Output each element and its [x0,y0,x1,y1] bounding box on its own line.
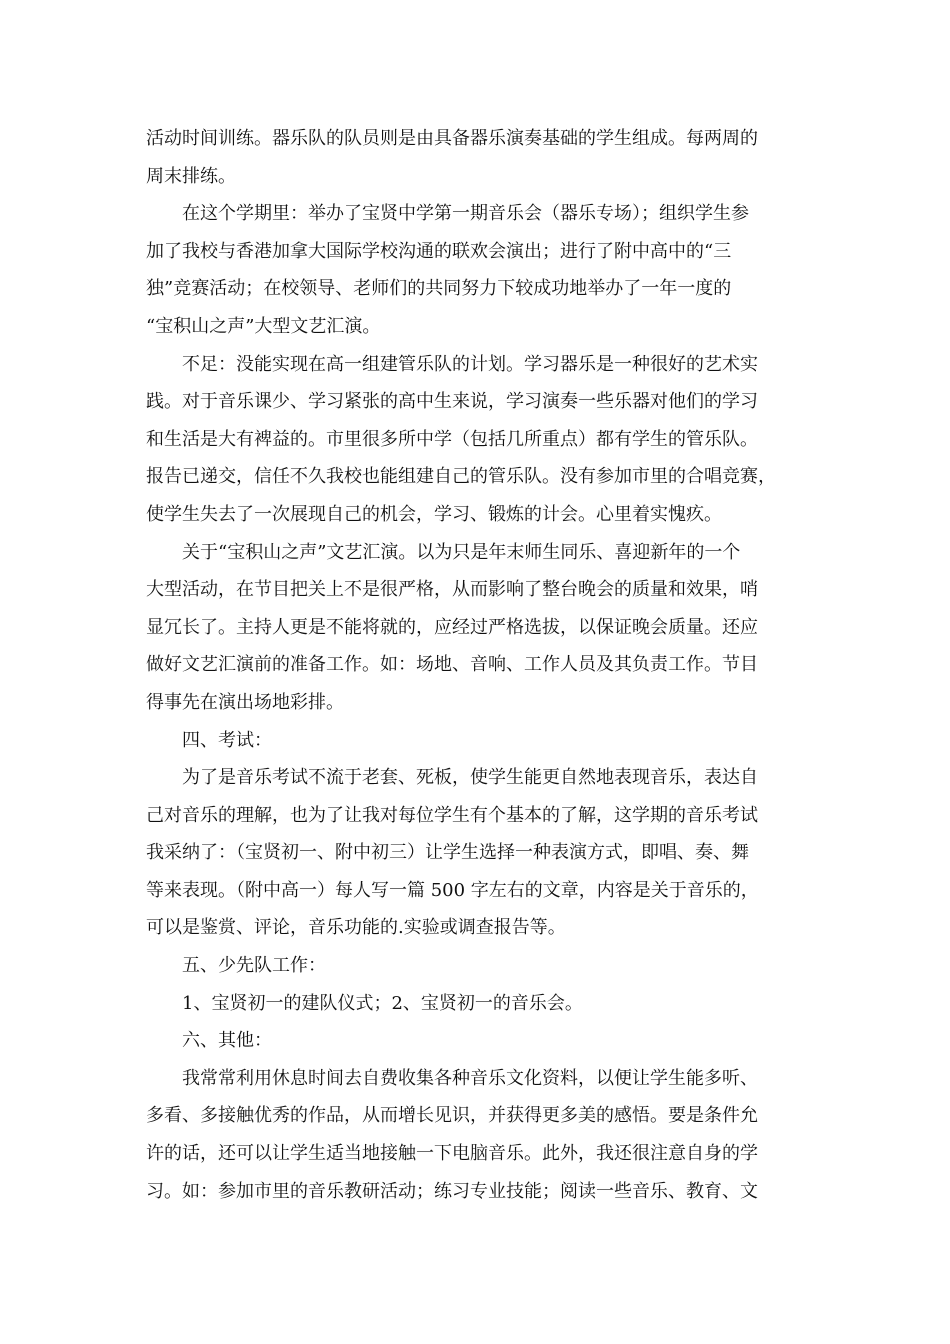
text-line: 做好文艺汇演前的准备工作。如：场地、音响、工作人员及其负责工作。节目 [146,654,758,676]
text-line: 加了我校与香港加拿大国际学校沟通的联欢会演出；进行了附中高中的“三 [146,240,732,262]
text-line: 得事先在演出场地彩排。 [146,691,344,713]
text-line: 独”竞赛活动；在校领导、老师们的共同努力下较成功地举办了一年一度的 [146,278,732,300]
section-heading: 四、考试： [146,729,272,751]
text-line: 周末排练。 [146,165,236,187]
text-line: 不足：没能实现在高一组建管乐队的计划。学习器乐是一种很好的艺术实 [146,353,758,375]
text-line: 使学生失去了一次展现自己的机会，学习、锻炼的计会。心里着实愧疚。 [146,503,722,525]
document-body [146,120,798,1210]
text-line: 许的话，还可以让学生适当地接触一下电脑音乐。此外，我还很注意自身的学 [146,1143,758,1165]
text-line: 我采纳了：（宝贤初一、附中初三）让学生选择一种表演方式，即唱、奏、舞 [146,842,749,864]
text-line: 关于“宝积山之声”文艺汇演。以为只是年末师生同乐、喜迎新年的一个 [146,541,741,563]
text-line: 我常常利用休息时间去自费收集各种音乐文化资料，以便让学生能多听、 [146,1067,758,1089]
text-line: 和生活是大有裨益的。市里很多所中学（包括几所重点）都有学生的管乐队。 [146,428,758,450]
text-line: 习。如：参加市里的音乐教研活动；练习专业技能；阅读一些音乐、教育、文 [146,1180,758,1202]
text-line: 活动时间训练。器乐队的队员则是由具备器乐演奏基础的学生组成。每两周的 [146,128,758,149]
text-line: 在这个学期里：举办了宝贤中学第一期音乐会（器乐专场）；组织学生参 [146,203,749,225]
text-line: 显冗长了。主持人更是不能将就的，应经过严格选拔，以保证晚会质量。还应 [146,616,758,638]
text-line: 可以是鉴赏、评论，音乐功能的.实验或调查报告等。 [146,917,566,939]
text-line: 践。对于音乐课少、学习紧张的高中生来说，学习演奏一些乐器对他们的学习 [146,391,758,413]
text-line: 大型活动，在节目把关上不是很严格，从而影响了整台晚会的质量和效果，哨 [146,579,758,601]
text-line: 多看、多接触优秀的作品，从而增长见识，并获得更多美的感悟。要是条件允 [146,1105,758,1127]
text-line: 为了是音乐考试不流于老套、死板，使学生能更自然地表现音乐，表达自 [146,767,758,789]
text-line: 己对音乐的理解，也为了让我对每位学生有个基本的了解，这学期的音乐考试 [146,804,758,826]
text-line: 报告已递交，信任不久我校也能组建自己的管乐队。没有参加市里的合唱竞赛， [146,466,776,488]
text-line: 等来表现。（附中高一）每人写一篇 500 字左右的文章，内容是关于音乐的， [146,879,759,901]
text-line: “宝积山之声”大型文艺汇演。 [146,315,381,337]
section-heading: 五、少先队工作： [146,955,326,977]
section-heading: 六、其他： [146,1030,272,1052]
text-line: 1、宝贤初一的建队仪式；2、宝贤初一的音乐会。 [146,992,583,1014]
